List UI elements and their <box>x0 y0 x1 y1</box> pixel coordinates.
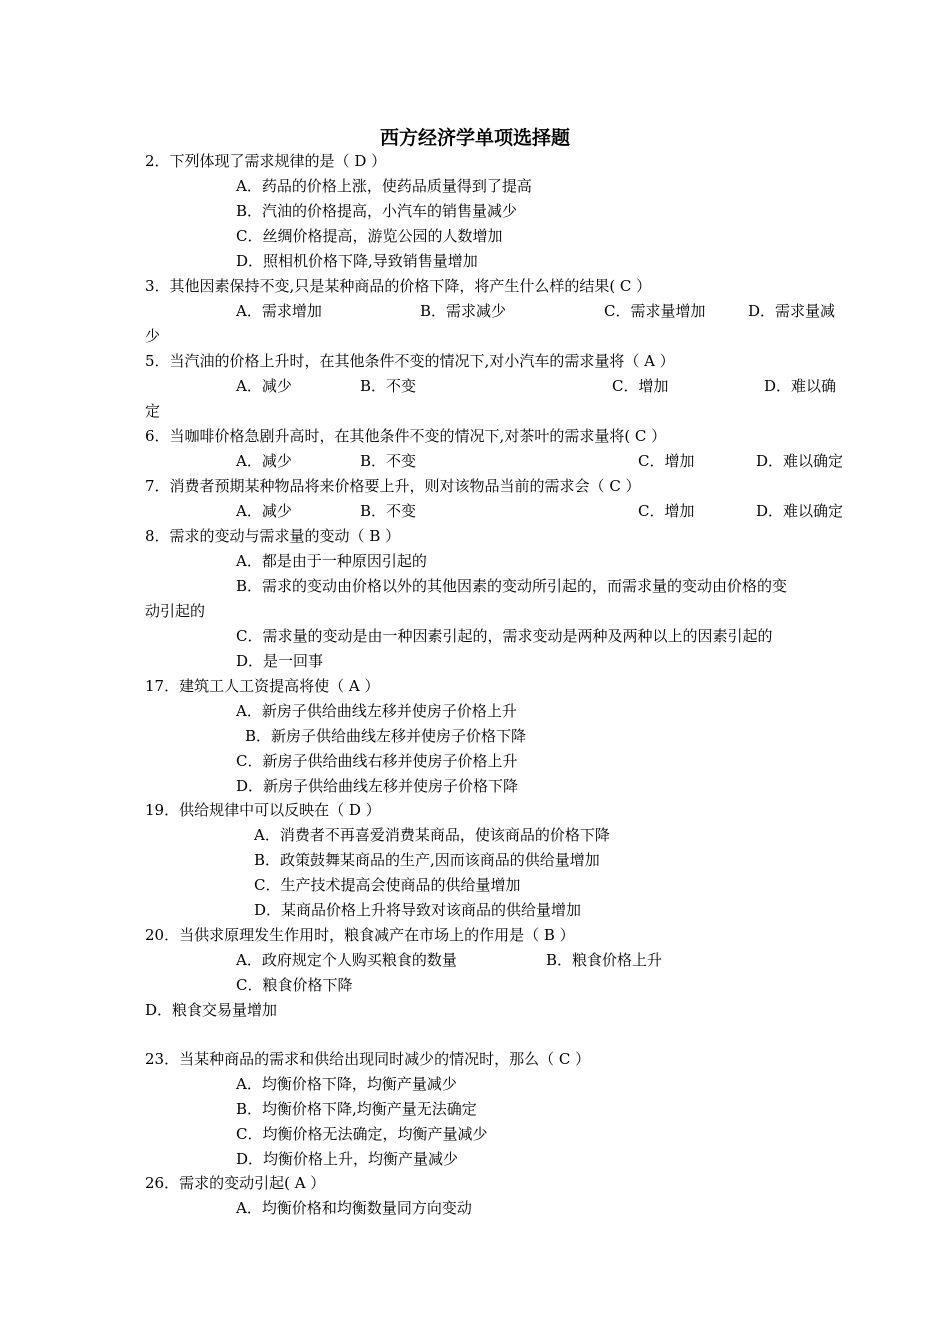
question-19: 19．供给规律中可以反映在（ D ） <box>145 801 381 819</box>
question-17: 17．建筑工人工资提高将使（ A ） <box>145 677 380 695</box>
option-20c: C．粮食价格下降 <box>236 976 353 994</box>
question-2: 2．下列体现了需求规律的是（ D ） <box>145 152 387 170</box>
option-6a: A．减少 <box>236 452 292 470</box>
question-20: 20．当供求原理发生作用时，粮食减产在市场上的作用是（ B ） <box>145 926 575 944</box>
question-23: 23．当某种商品的需求和供给出现同时减少的情况时，那么（ C ） <box>145 1050 591 1068</box>
option-23b: B．均衡价格下降,均衡产量无法确定 <box>236 1100 477 1118</box>
option-2b: B．汽油的价格提高，小汽车的销售量减少 <box>236 202 518 220</box>
option-26a: A．均衡价格和均衡数量同方向变动 <box>236 1199 472 1217</box>
option-20d: D．粮食交易量增加 <box>145 1001 278 1019</box>
option-23a: A．均衡价格下降，均衡产量减少 <box>236 1075 457 1093</box>
option-8b-wrap: 动引起的 <box>145 602 206 620</box>
option-20b: B．粮食价格上升 <box>546 951 663 969</box>
option-3a: A．需求增加 <box>236 302 322 320</box>
option-6d: D．难以确定 <box>756 452 844 470</box>
question-6: 6．当咖啡价格急剧升高时，在其他条件不变的情况下,对茶叶的需求量将( C ） <box>145 427 667 445</box>
option-23c: C．均衡价格无法确定，均衡产量减少 <box>236 1125 488 1143</box>
option-7c: C．增加 <box>638 502 695 520</box>
option-5d: D．难以确 <box>764 377 837 395</box>
option-8d: D．是一回事 <box>236 652 324 670</box>
option-23d: D．均衡价格上升，均衡产量减少 <box>236 1150 459 1168</box>
question-26: 26．需求的变动引起( A ） <box>145 1174 326 1192</box>
option-3d-wrap: 少 <box>145 327 161 345</box>
option-7d: D．难以确定 <box>756 502 844 520</box>
option-17c: C．新房子供给曲线右移并使房子价格上升 <box>236 752 518 770</box>
option-2d: D．照相机价格下降,导致销售量增加 <box>236 252 478 270</box>
option-5c: C．增加 <box>612 377 669 395</box>
option-19b: B．政策鼓舞某商品的生产,因而该商品的供给量增加 <box>254 851 600 869</box>
option-7a: A．减少 <box>236 502 292 520</box>
option-19a: A．消费者不再喜爱消费某商品，使该商品的价格下降 <box>254 826 610 844</box>
option-8b: B．需求的变动由价格以外的其他因素的变动所引起的，而需求量的变动由价格的变 <box>236 577 788 595</box>
option-5b: B．不变 <box>360 377 417 395</box>
question-7: 7．消费者预期某种物品将来价格要上升，则对该物品当前的需求会（ C ） <box>145 477 641 495</box>
question-3: 3．其他因素保持不变,只是某种商品的价格下降，将产生什么样的结果( C ） <box>145 277 652 295</box>
option-19d: D．某商品价格上升将导致对该商品的供给量增加 <box>254 901 582 919</box>
option-20a: A．政府规定个人购买粮食的数量 <box>236 951 457 969</box>
document-title: 西方经济学单项选择题 <box>379 127 570 149</box>
option-3b: B．需求减少 <box>420 302 507 320</box>
option-17d: D．新房子供给曲线左移并使房子价格下降 <box>236 777 519 795</box>
question-8: 8．需求的变动与需求量的变动（ B ） <box>145 527 401 545</box>
option-3c: C．需求量增加 <box>604 302 706 320</box>
option-17a: A．新房子供给曲线左移并使房子价格上升 <box>236 702 517 720</box>
option-3d: D．需求量减 <box>748 302 836 320</box>
option-2a: A．药品的价格上涨，使药品质量得到了提高 <box>236 177 532 195</box>
option-7b: B．不变 <box>360 502 417 520</box>
option-5d-wrap: 定 <box>145 402 161 420</box>
option-5a: A．减少 <box>236 377 292 395</box>
option-6c: C．增加 <box>638 452 695 470</box>
option-8a: A．都是由于一种原因引起的 <box>236 552 427 570</box>
option-8c: C．需求量的变动是由一种因素引起的，需求变动是两种及两种以上的因素引起的 <box>236 627 773 645</box>
question-5: 5．当汽油的价格上升时，在其他条件不变的情况下,对小汽车的需求量将（ A ） <box>145 352 675 370</box>
option-6b: B．不变 <box>360 452 417 470</box>
option-17b: B．新房子供给曲线左移并使房子价格下降 <box>245 727 527 745</box>
option-19c: C．生产技术提高会使商品的供给量增加 <box>254 876 521 894</box>
option-2c: C．丝绸价格提高，游览公园的人数增加 <box>236 227 503 245</box>
